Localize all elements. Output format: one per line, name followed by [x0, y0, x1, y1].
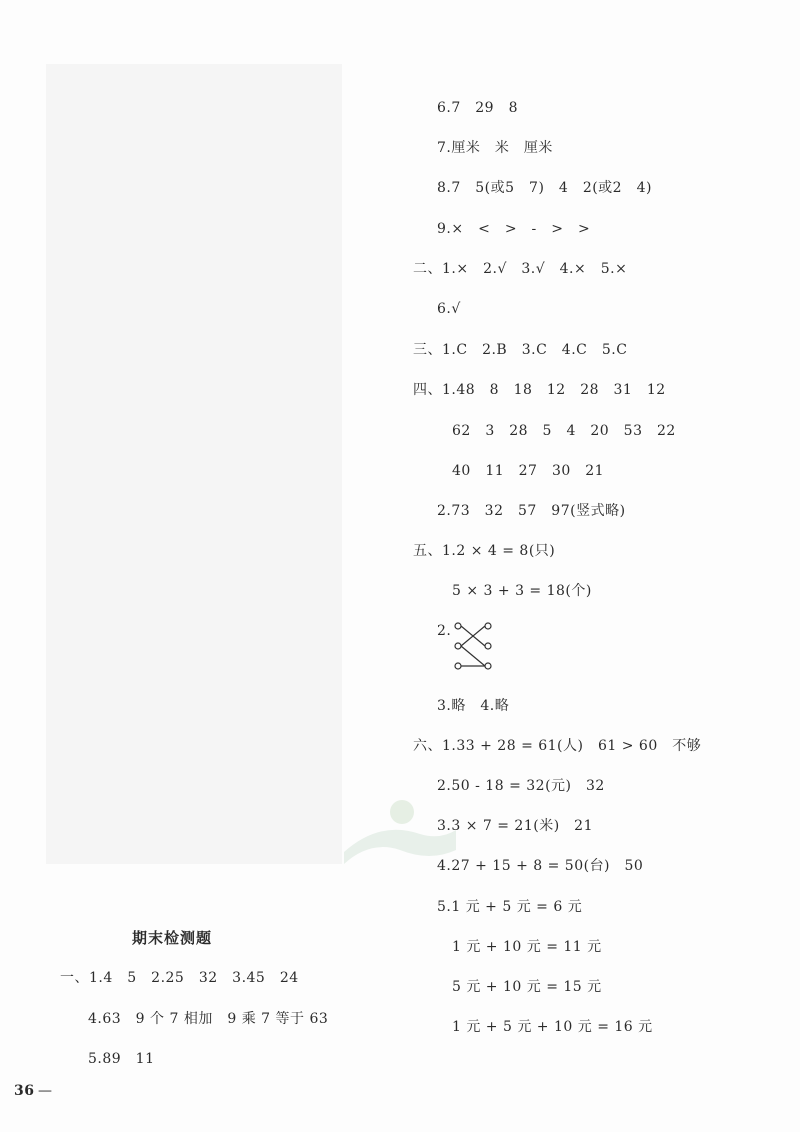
answer-line-r15: 六、1.33 + 28 = 61(人) 61 > 60 不够	[413, 738, 702, 754]
answer-line-r10: 2.73 32 57 97(竖式略)	[437, 503, 626, 519]
answer-line-r21: 5 元 + 10 元 = 15 元	[452, 979, 602, 995]
answer-line-r12: 5 × 3 + 3 = 18(个)	[452, 583, 592, 599]
answer-line-r6: 三、1.C 2.B 3.C 4.C 5.C	[413, 342, 628, 358]
answer-line-r13: 2.	[437, 623, 452, 639]
answer-line-r7: 四、1.48 8 18 12 28 31 12	[413, 382, 666, 398]
answer-line-r20: 1 元 + 10 元 = 11 元	[452, 939, 602, 955]
answer-line-r4: 二、1.× 2.√ 3.√ 4.× 5.×	[413, 261, 628, 277]
section-title: 期末检测题	[132, 929, 213, 947]
answer-line-r19: 5.1 元 + 5 元 = 6 元	[437, 899, 583, 915]
answer-line-r14: 3.略 4.略	[437, 698, 510, 714]
answer-line-r5: 6.√	[437, 301, 461, 317]
answer-line-r18: 4.27 + 15 + 8 = 50(台) 50	[437, 858, 644, 874]
answer-line-r17: 3.3 × 7 = 21(米) 21	[437, 818, 593, 834]
answer-line-r22: 1 元 + 5 元 + 10 元 = 16 元	[452, 1019, 653, 1035]
matching-diagram	[452, 620, 494, 674]
page-number: 36	[14, 1083, 35, 1099]
answer-line-r16: 2.50 - 18 = 32(元) 32	[437, 778, 605, 794]
answer-line-l1: 4.63 9 个 7 相加 9 乘 7 等于 63	[88, 1011, 329, 1027]
blank-panel	[46, 64, 342, 864]
answer-line-r9: 40 11 27 30 21	[452, 463, 605, 479]
answer-line-r3: 9.× < > - > >	[437, 221, 591, 237]
answer-line-r11: 五、1.2 × 4 = 8(只)	[413, 543, 556, 559]
answer-line-r1: 7.厘米 米 厘米	[437, 140, 553, 156]
answer-line-r8: 62 3 28 5 4 20 53 22	[452, 423, 676, 439]
answer-line-r2: 8.7 5(或5 7) 4 2(或2 4)	[437, 180, 652, 196]
answer-line-l2: 5.89 11	[88, 1051, 155, 1067]
page-number-dash: —	[38, 1083, 53, 1099]
answer-line-r0: 6.7 29 8	[437, 100, 518, 116]
answer-line-l0: 一、1.4 5 2.25 32 3.45 24	[60, 970, 299, 986]
